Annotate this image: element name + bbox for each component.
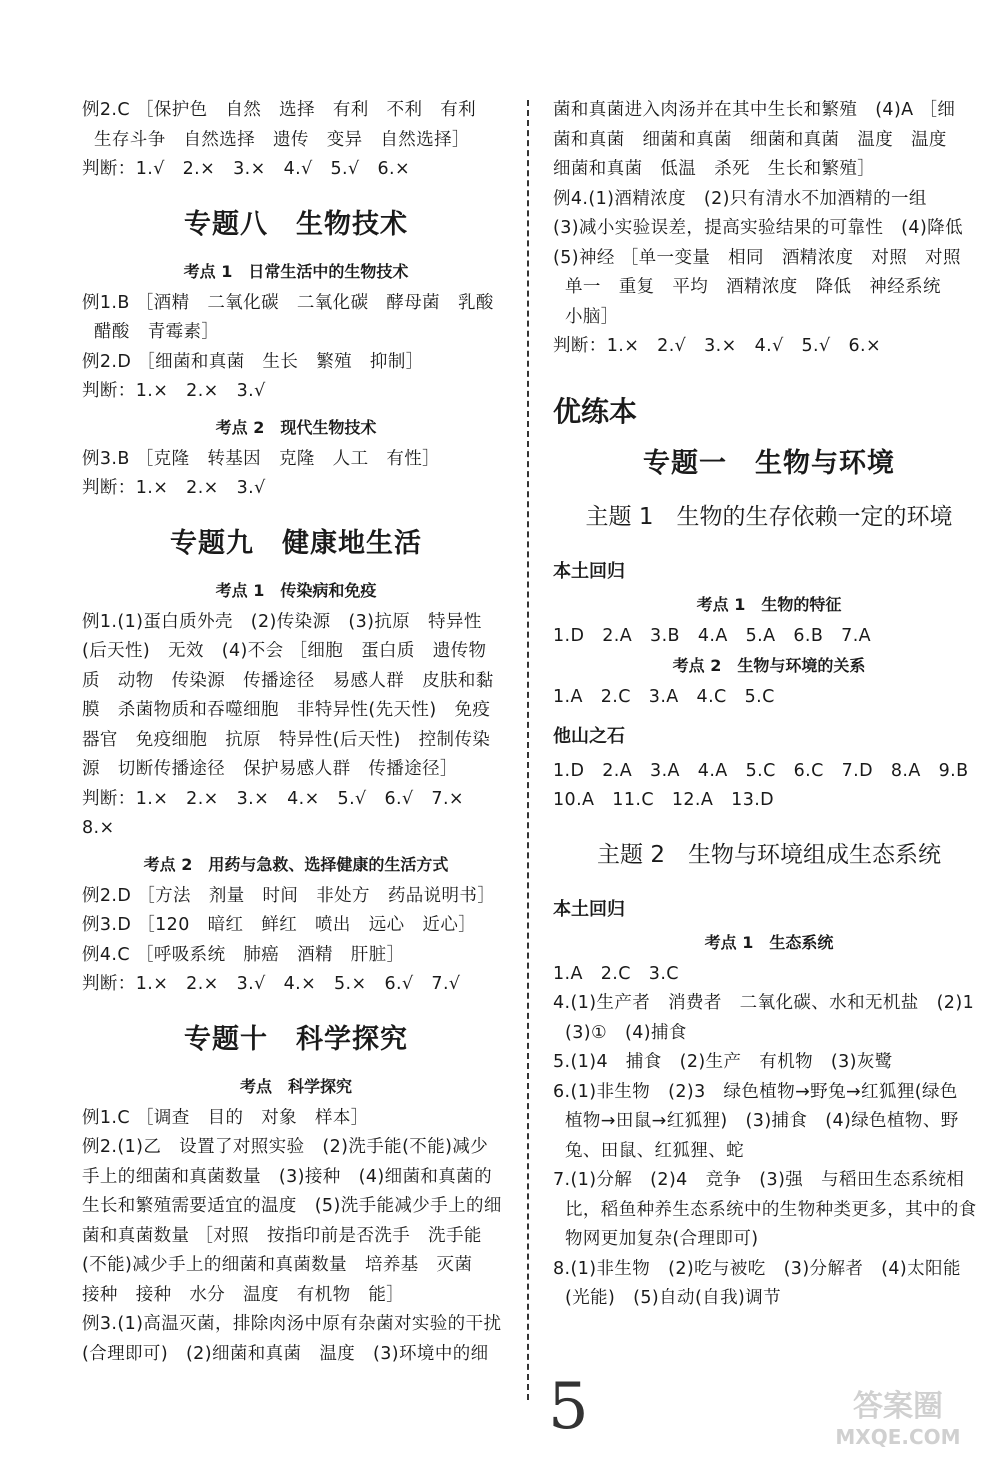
answer-line: (3)减小实验误差，提高实验结果的可靠性 (4)降低 (553, 218, 963, 238)
answer-line: 手上的细菌和真菌数量 (3)接种 (4)细菌和真菌的 (82, 1166, 492, 1187)
exam-point-heading: 考点 1 生态系统 (704, 932, 834, 952)
answer-line: 例1.B ［酒精 二氧化碳 二氧化碳 酵母菌 乳酸 (82, 292, 494, 313)
answer-line: 例2.D ［细菌和真菌 生长 繁殖 抑制］ (82, 351, 424, 372)
answer-line: 细菌和真菌 低温 杀死 生长和繁殖］ (553, 159, 876, 179)
handwritten-page-mark: 5 (548, 1370, 589, 1444)
book-heading: 优练本 (553, 394, 638, 428)
exam-point-heading: 考点 1 生物的特征 (696, 594, 842, 614)
answer-line: 菌和真菌进入肉汤并在其中生长和繁殖 (4)A ［细 (553, 100, 956, 120)
left-intro (82, 96, 510, 185)
answer-line: 7.(1)分解 (2)4 竞争 (3)强 与稻田生态系统相 (553, 1170, 965, 1190)
answer-line: 单一 重复 平均 酒精浓度 降低 神经系统 (565, 277, 941, 297)
answer-line: (合理即可) (2)细菌和真菌 温度 (3)环境中的细 (82, 1343, 489, 1364)
exam-point-heading: 考点 1 日常生活中的生物技术 (183, 261, 409, 281)
exam-point-heading: 考点 2 现代生物技术 (215, 417, 377, 437)
answer-line: 例2.C ［保护色 自然 选择 有利 不利 有利 (82, 100, 477, 120)
section-heading: 本土回归 (553, 898, 625, 920)
answer-line: 例3.D ［120 暗红 鲜红 喷出 远心 近心］ (82, 915, 477, 935)
exam-point-heading: 考点 科学探究 (239, 1076, 352, 1096)
answer-line: (3)① (4)捕食 (565, 1022, 687, 1043)
answer-line: 例2.D ［方法 剂量 时间 非处方 药品说明书］ (82, 885, 496, 906)
answer-line: 8.× (82, 818, 115, 838)
theme-heading: 主题 1 生物的生存依赖一定的环境 (585, 503, 953, 530)
section-heading: 他山之石 (553, 725, 625, 747)
answer-line: 兔、田鼠、红狐狸、蛇 (565, 1140, 744, 1161)
answer-line: 接种 接种 水分 温度 有机物 能］ (82, 1284, 405, 1305)
answer-line: 例1.C ［调查 目的 对象 样本］ (82, 1107, 369, 1128)
answer-line: 菌和真菌 细菌和真菌 细菌和真菌 温度 温度 (553, 129, 947, 150)
answer-line: 5.(1)4 捕食 (2)生产 有机物 (3)灰鹭 (553, 1052, 893, 1072)
answer-line: 1.A 2.C 3.C (553, 963, 679, 984)
topic-heading: 专题十 科学探究 (184, 1023, 408, 1055)
answer-line: 醋酸 青霉素］ (94, 322, 220, 342)
answer-line: 器官 免疫细胞 抗原 特异性(后天性) 控制传染 (82, 729, 491, 750)
answer-line: 比，稻鱼种养生态系统中的生物种类更多，其中的食 (565, 1199, 977, 1220)
watermark-url: MXQE.COM (835, 1425, 961, 1449)
answer-line: 4.(1)生产者 消费者 二氧化碳、水和无机盐 (2)1 (553, 993, 975, 1013)
answer-line: 1.A 2.C 3.A 4.C 5.C (553, 687, 775, 707)
answer-line: 判断：1.× 2.× 3.√ (82, 381, 266, 401)
theme-heading: 主题 2 生物与环境组成生态系统 (597, 841, 941, 868)
answer-line: 小脑］ (565, 306, 619, 327)
answer-line: 8.(1)非生物 (2)吃与被吃 (3)分解者 (4)太阳能 (553, 1258, 961, 1279)
answer-line: (光能) (5)自动(自我)调节 (565, 1288, 781, 1308)
exam-point-heading: 考点 1 传染病和免疫 (215, 580, 377, 600)
answer-line: 例2.(1)乙 设置了对照实验 (2)洗手能(不能)减少 (82, 1137, 489, 1157)
topic-heading: 专题一 生物与环境 (643, 447, 895, 479)
answer-line: 1.D 2.A 3.A 4.A 5.C 6.C 7.D 8.A 9.B (553, 760, 969, 781)
column-divider (527, 100, 529, 1400)
answer-line: 10.A 11.C 12.A 13.D (553, 790, 775, 810)
answer-line: 质 动物 传染源 传播途径 易感人群 皮肤和黏 (82, 670, 494, 691)
answer-line: 生存斗争 自然选择 遗传 变异 自然选择］ (94, 129, 470, 150)
topic-heading: 专题八 生物技术 (184, 208, 408, 240)
answer-line: 源 切断传播途径 保护易感人群 传播途径］ (82, 759, 458, 779)
right-column (553, 96, 985, 1314)
section-heading: 本土回归 (553, 560, 625, 582)
exam-point-heading: 考点 2 生物与环境的关系 (672, 656, 866, 675)
answer-line: 菌和真菌数量 ［对照 按指印前是否洗手 洗手能 (82, 1225, 482, 1246)
answer-line: 判断：1.× 2.× 3.√ 4.× 5.× 6.√ 7.√ (82, 974, 461, 994)
answer-line: 例1.(1)蛋白质外壳 (2)传染源 (3)抗原 特异性 (82, 611, 482, 632)
answer-line: 植物→田鼠→红狐狸) (3)捕食 (4)绿色植物、野 (565, 1111, 959, 1131)
answer-line: 6.(1)非生物 (2)3 绿色植物→野兔→红狐狸(绿色 (553, 1081, 958, 1102)
watermark-text: 答案圈 (853, 1389, 943, 1424)
answer-line: 例4.(1)酒精浓度 (2)只有清水不加酒精的一组 (553, 188, 927, 209)
answer-line: 判断：1.× 2.√ 3.× 4.√ 5.√ 6.× (553, 336, 882, 356)
answer-line: 例3.(1)高温灭菌，排除肉汤中原有杂菌对实验的干扰 (82, 1314, 502, 1334)
exam-point-heading: 考点 2 用药与急救、选择健康的生活方式 (143, 854, 449, 874)
topic-heading: 专题九 健康地生活 (170, 527, 422, 559)
answer-line: 例3.B ［克隆 转基因 克隆 人工 有性］ (82, 448, 441, 469)
answer-line: 判断：1.× 2.× 3.√ (82, 478, 266, 498)
answer-line: 判断：1.× 2.× 3.× 4.× 5.√ 6.√ 7.× (82, 788, 464, 809)
answer-line: 物网更加复杂(合理即可) (565, 1229, 759, 1249)
answer-line: (5)神经 ［单一变量 相同 酒精浓度 对照 对照 (553, 247, 961, 268)
answer-line: 例4.C ［呼吸系统 肺癌 酒精 肝脏］ (82, 944, 405, 965)
answer-line: (后天性) 无效 (4)不会 ［细胞 蛋白质 遗传物 (82, 641, 487, 661)
answer-line: 1.D 2.A 3.B 4.A 5.A 6.B 7.A (553, 625, 872, 646)
answer-line: 膜 杀菌物质和吞噬细胞 非特异性(先天性) 免疫 (82, 700, 491, 720)
left-column (82, 96, 510, 1369)
answer-line: 判断：1.√ 2.× 3.× 4.√ 5.√ 6.× (82, 159, 411, 179)
answer-line: 生长和繁殖需要适宜的温度 (5)洗手能减少手上的细 (82, 1196, 502, 1216)
answer-line: (不能)减少手上的细菌和真菌数量 培养基 灭菌 (82, 1255, 473, 1275)
watermark-logo (808, 1380, 988, 1450)
